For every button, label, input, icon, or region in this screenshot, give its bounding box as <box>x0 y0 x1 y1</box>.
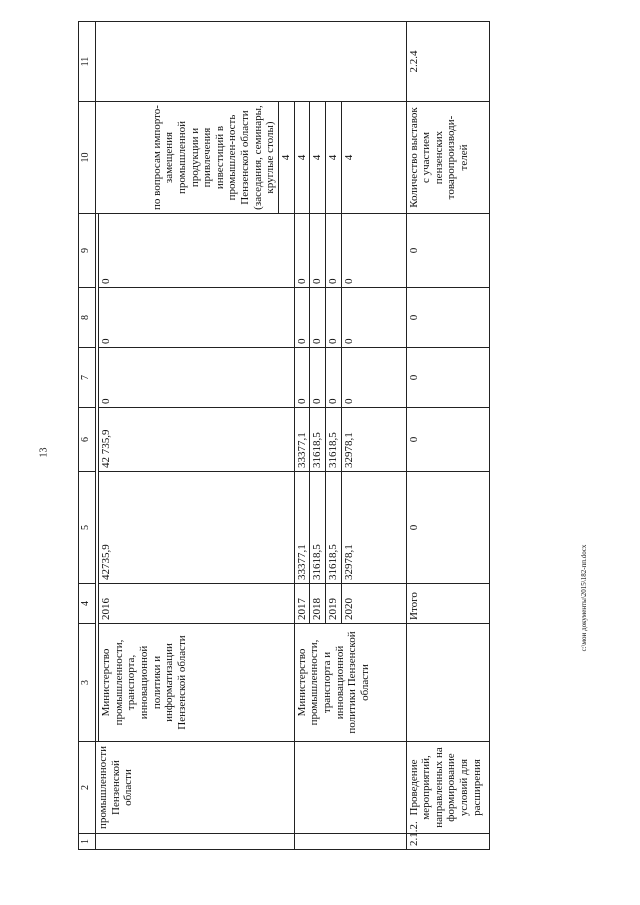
table-cell: Министерство промышленности, транспорта и инновационной политики Пензенской области <box>294 624 406 742</box>
table-cell: 0 <box>406 214 489 288</box>
table-cell: 0 <box>325 214 341 288</box>
table-cell: 0 <box>406 408 489 472</box>
table-cell: 2020 <box>341 584 406 624</box>
table-cell <box>294 834 406 850</box>
table-cell: Проведение мероприятий, направленных на формирование условий для расширения <box>406 742 489 834</box>
footer-path: c:\мои документы\2015\182-пп.docx <box>580 544 588 652</box>
table-cell: 4 <box>341 102 406 214</box>
table-row <box>406 22 489 850</box>
table-cell: 0 <box>310 288 326 348</box>
table-cell: 32978,1 <box>341 408 406 472</box>
table-cell <box>96 22 407 102</box>
table-cell: 31618,5 <box>325 472 341 584</box>
table-cell: 2017 <box>294 584 310 624</box>
table-cell: 2.1.2. <box>406 834 489 850</box>
table-cell: 42735,9 <box>99 472 295 584</box>
table-cell: 2016 <box>99 584 295 624</box>
table-cell: 31618,5 <box>310 408 326 472</box>
table-cell: 2019 <box>325 584 341 624</box>
table-cell: 4 <box>310 102 326 214</box>
col-header: 10 <box>79 102 96 214</box>
table-cell: 0 <box>406 472 489 584</box>
table-cell <box>406 624 489 742</box>
rotated-table-area <box>78 22 583 850</box>
table-cell: 0 <box>310 214 326 288</box>
table-cell: 32978,1 <box>341 472 406 584</box>
col-header: 6 <box>79 408 96 472</box>
table-cell: 2.2.4 <box>406 22 489 102</box>
table-cell: 0 <box>99 288 295 348</box>
table-cell: 33377,1 <box>294 408 310 472</box>
table-cell: 2018 <box>310 584 326 624</box>
table-cell: 0 <box>406 288 489 348</box>
col-header: 11 <box>79 22 96 102</box>
table-cell: 0 <box>310 348 326 408</box>
table-cell: 0 <box>294 348 310 408</box>
col-header: 9 <box>79 214 96 288</box>
table-cell: 0 <box>294 288 310 348</box>
col-header: 7 <box>79 348 96 408</box>
column-number-row <box>79 22 96 850</box>
col-header: 8 <box>79 288 96 348</box>
table-cell: по вопросам импорто-замещения промышленной продукции и привлечения инвестиций в промышлен-ность Пензенской области (заседания, семинары, круглые столы) <box>96 102 279 214</box>
table-cell: промышленности Пензенской области <box>96 742 295 834</box>
page-number: 13 <box>38 447 50 458</box>
table-cell: 0 <box>341 348 406 408</box>
col-header: 1 <box>79 834 96 850</box>
col-header: 2 <box>79 742 96 834</box>
table-cell: Количество выставок с участием пензенских товаропроизводи-телей <box>406 102 489 214</box>
table-cell: 42 735,9 <box>99 408 295 472</box>
table-cell <box>294 742 406 834</box>
table-cell: 0 <box>325 288 341 348</box>
program-table <box>78 21 490 850</box>
table-cell: 0 <box>294 214 310 288</box>
table-cell: 0 <box>99 348 295 408</box>
table-cell: Итого <box>406 584 489 624</box>
table-cell: 4 <box>279 102 295 214</box>
table-cell: 33377,1 <box>294 472 310 584</box>
table-cell: 0 <box>325 348 341 408</box>
table-cell: Министерство промышленности, транспорта, инновационной политики и информатизации Пензенской области <box>99 624 295 742</box>
table-cell: 4 <box>294 102 310 214</box>
col-header: 3 <box>79 624 96 742</box>
table-cell <box>96 834 295 850</box>
col-header: 4 <box>79 584 96 624</box>
table-cell: 0 <box>99 214 295 288</box>
table-cell: 0 <box>341 288 406 348</box>
table-row <box>294 22 310 850</box>
table-cell: 0 <box>341 214 406 288</box>
table-cell: 0 <box>406 348 489 408</box>
table-cell: 31618,5 <box>310 472 326 584</box>
table-cell: 31618,5 <box>325 408 341 472</box>
col-header: 5 <box>79 472 96 584</box>
table-cell: 4 <box>325 102 341 214</box>
